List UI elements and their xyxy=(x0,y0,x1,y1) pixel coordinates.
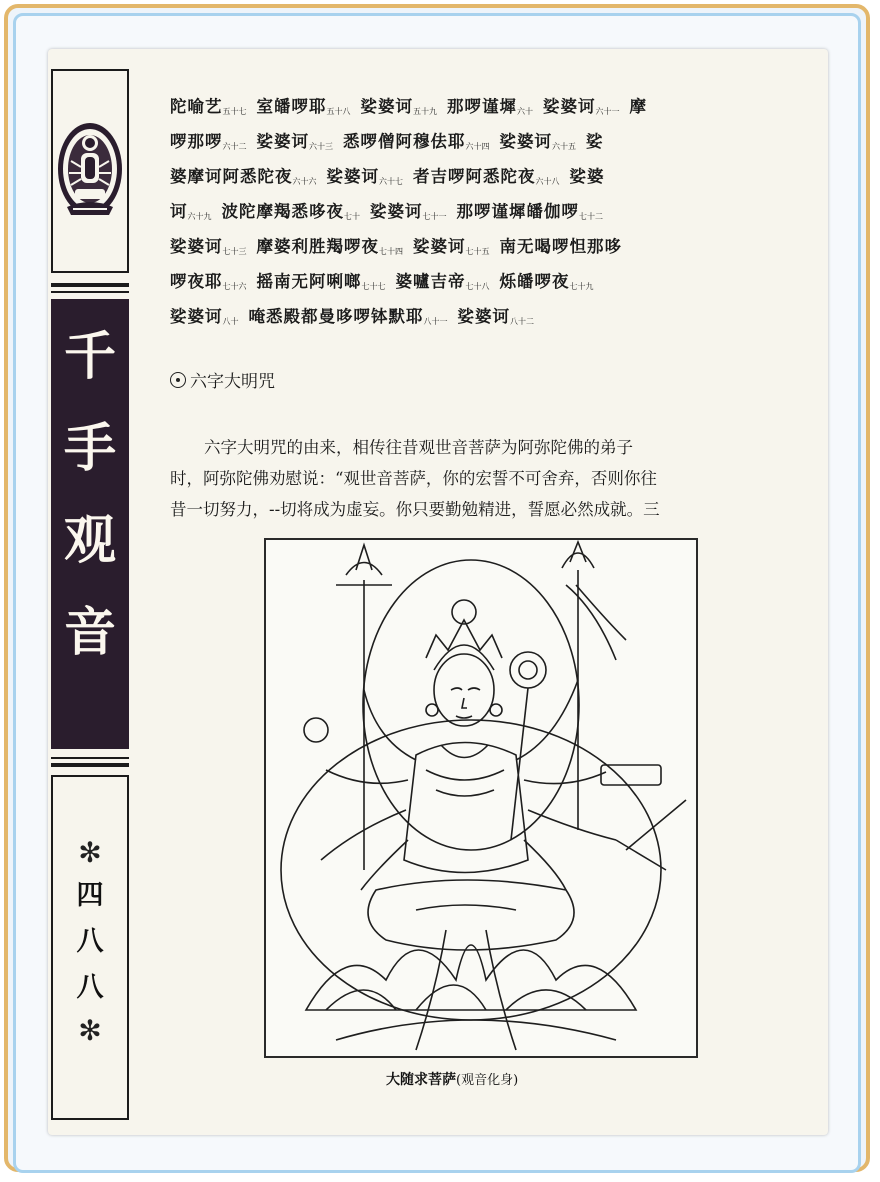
verse-number: 六十 xyxy=(517,107,533,116)
mantra-phrase: 婆嚧吉帝$_{七十八}$ xyxy=(395,272,490,291)
mantra-phrase: 娑婆诃$_{六十七}$ xyxy=(326,167,403,186)
spine-rule xyxy=(51,757,129,759)
mantra-phrase: 诃$_{六十九}$ xyxy=(170,202,212,221)
mantra-phrase: 烁皤啰夜$_{七十九}$ xyxy=(499,272,594,291)
mantra-phrase: 啰夜耶$_{七十六}$ xyxy=(170,272,247,291)
paragraph-line: 时，阿弥陀佛劝慰说：“观世音菩萨，你的宏誓不可舍弃，否则你往 xyxy=(170,469,657,488)
mantra-phrase: 悉啰僧阿穆佉耶$_{六十四}$ xyxy=(343,132,490,151)
verse-number: 六十八 xyxy=(535,177,560,186)
mantra-phrase: 南无喝啰怛那哆 xyxy=(499,237,622,256)
mantra-phrase: 唵悉殿都曼哆啰钵默耶$_{八十一}$ xyxy=(248,307,448,326)
verse-number: 六十四 xyxy=(465,142,490,151)
mantra-phrase: 啰那啰$_{六十二}$ xyxy=(170,132,247,151)
paragraph-line: 昔一切努力，--切将成为虚妄。你只要勤勉精进，誓愿必然成就。三 xyxy=(170,500,660,519)
mantra-phrase: 娑婆诃$_{八十二}$ xyxy=(457,307,534,326)
mantra-phrase: 那啰谨墀$_{六十}$ xyxy=(447,97,533,116)
book-title-band xyxy=(51,299,129,749)
verse-number: 六十七 xyxy=(379,177,403,186)
mantra-phrase: 娑 xyxy=(586,132,604,151)
spine-rule xyxy=(51,283,129,287)
section-title: 六字大明咒 xyxy=(190,372,275,392)
mantra-phrase: 那啰谨墀皤伽啰$_{七十二}$ xyxy=(456,202,603,221)
verse-number: 六十五 xyxy=(552,142,576,151)
mantra-phrase: 娑婆诃$_{六十一}$ xyxy=(543,97,620,116)
verse-number: 八十二 xyxy=(510,317,534,326)
mantra-phrase: 娑婆诃$_{七十一}$ xyxy=(370,202,447,221)
book-page xyxy=(48,49,828,1135)
spine-rule xyxy=(51,291,129,293)
mantra-phrase: 摇南无阿唎啷$_{七十七}$ xyxy=(256,272,386,291)
paragraph-line: 六字大明咒的由来，相传往昔观世音菩萨为阿弥陀佛的弟子 xyxy=(204,438,633,457)
flower-ornament-icon: ✻ xyxy=(78,836,102,869)
verse-number: 五十八 xyxy=(326,107,351,116)
bodhisattva-illustration xyxy=(264,538,698,1058)
caption-sub: (观音化身) xyxy=(456,1073,519,1088)
verse-number: 七十 xyxy=(344,212,360,221)
page-number-char: 八 xyxy=(76,926,104,957)
mantra-phrase: 者吉啰阿悉陀夜$_{六十八}$ xyxy=(413,167,560,186)
caption-main: 大随求菩萨 xyxy=(386,1072,456,1088)
verse-number: 七十九 xyxy=(569,282,594,291)
verse-number: 七十八 xyxy=(465,282,490,291)
verse-number: 七十一 xyxy=(422,212,447,221)
mantra-phrase: 娑婆 xyxy=(569,167,605,186)
verse-number: 六十六 xyxy=(292,177,317,186)
mantra-line xyxy=(170,229,810,264)
mantra-line xyxy=(170,89,810,124)
verse-number: 八十 xyxy=(222,317,239,326)
flower-ornament-icon: ✻ xyxy=(78,1014,102,1047)
book-title-char: 音 xyxy=(63,602,116,663)
verse-number: 七十六 xyxy=(222,282,247,291)
verse-number: 六十三 xyxy=(309,142,333,151)
mantra-text-block xyxy=(170,89,810,334)
bodhisattva-figure-icon xyxy=(266,540,696,1056)
mantra-phrase: 婆摩诃阿悉陀夜$_{六十六}$ xyxy=(170,167,317,186)
spine-emblem-box xyxy=(51,69,129,273)
mantra-line xyxy=(170,264,810,299)
section-heading xyxy=(170,367,275,392)
section-bullet-icon xyxy=(170,372,186,388)
verse-number: 五十七 xyxy=(222,107,247,116)
book-title-char: 观 xyxy=(63,510,116,571)
verse-number: 七十三 xyxy=(222,247,247,256)
verse-number: 六十一 xyxy=(595,107,620,116)
spine-rule xyxy=(51,763,129,767)
mantra-phrase: 娑婆诃$_{六十三}$ xyxy=(256,132,333,151)
mantra-phrase: 娑婆诃$_{七十五}$ xyxy=(413,237,490,256)
mantra-phrase: 室皤啰耶$_{五十八}$ xyxy=(256,97,351,116)
mantra-line xyxy=(170,124,810,159)
page-number-char: 八 xyxy=(76,972,104,1003)
mantra-phrase: 娑婆诃$_{八十}$ xyxy=(170,307,239,326)
book-title-char: 手 xyxy=(63,418,116,479)
book-title-char: 千 xyxy=(63,326,116,387)
verse-number: 七十二 xyxy=(579,212,603,221)
thousand-hand-guanyin-emblem-icon xyxy=(53,111,127,231)
verse-number: 五十九 xyxy=(413,107,437,116)
mantra-line xyxy=(170,299,810,334)
mantra-phrase: 娑婆诃$_{六十五}$ xyxy=(499,132,576,151)
page-number-box xyxy=(51,775,129,1120)
mantra-phrase: 波陀摩羯悉哆夜$_{七十}$ xyxy=(221,202,360,221)
mantra-line xyxy=(170,159,810,194)
mantra-phrase: 娑婆诃$_{七十三}$ xyxy=(170,237,247,256)
verse-number: 七十五 xyxy=(465,247,490,256)
mantra-phrase: 陀喻艺$_{五十七}$ xyxy=(170,97,247,116)
verse-number: 八十一 xyxy=(423,317,448,326)
mantra-phrase: 娑婆诃$_{五十九}$ xyxy=(360,97,437,116)
illustration-caption xyxy=(386,1069,518,1089)
verse-number: 六十九 xyxy=(187,212,212,221)
page-number-char: 四 xyxy=(76,880,104,911)
body-paragraph xyxy=(170,432,820,525)
mantra-line xyxy=(170,194,810,229)
verse-number: 六十二 xyxy=(222,142,247,151)
verse-number: 七十四 xyxy=(379,247,403,256)
mantra-phrase: 摩 xyxy=(629,97,647,116)
mantra-phrase: 摩婆利胜羯啰夜$_{七十四}$ xyxy=(256,237,403,256)
verse-number: 七十七 xyxy=(361,282,386,291)
